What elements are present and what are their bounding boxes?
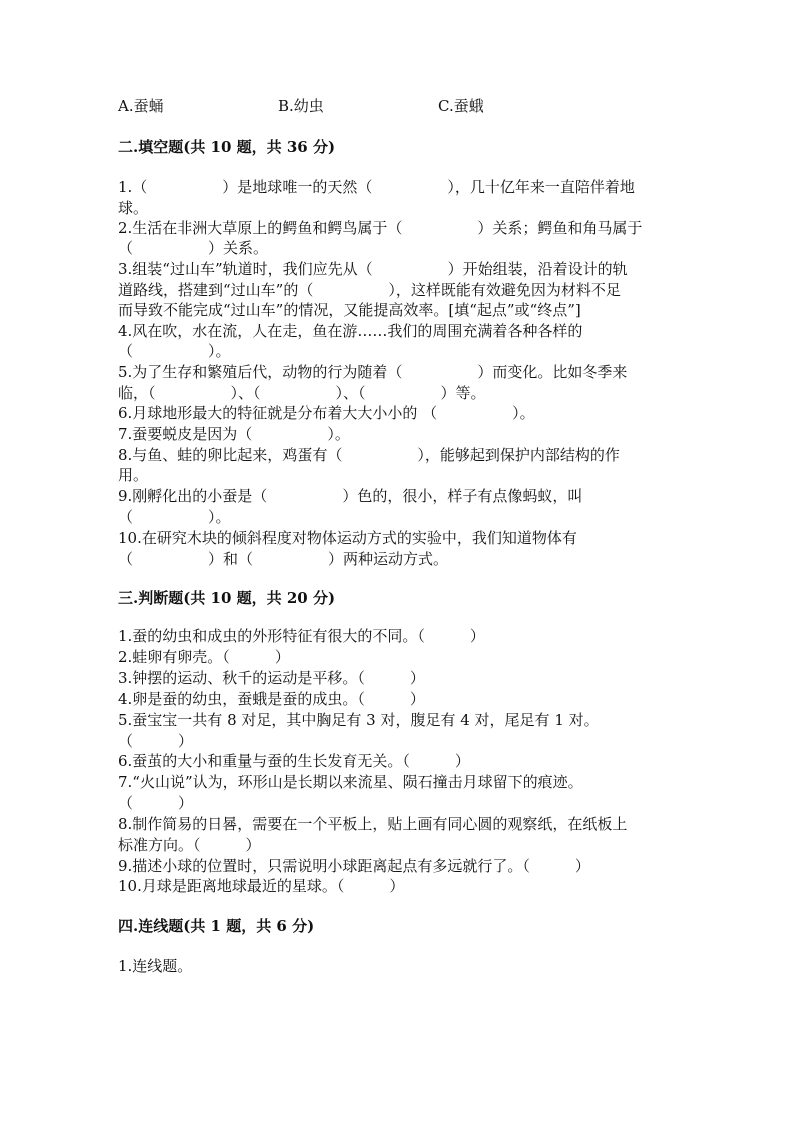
option-a: A.蚕蛹 bbox=[118, 97, 164, 115]
question-line: 4.卵是蚕的幼虫，蚕蛾是蚕的成虫。（ ） bbox=[118, 690, 425, 708]
question-line: 5.为了生存和繁殖后代，动物的行为随着（ ）而变化。比如冬季来 bbox=[118, 363, 628, 381]
question-line: 道路线，搭建到“过山车”的（ ），这样既能有效避免因为材料不足 bbox=[118, 281, 621, 299]
question-line: 9.刚孵化出的小蚕是（ ）色的，很小，样子有点像蚂蚁，叫 bbox=[118, 487, 583, 505]
question-line: 9.描述小球的位置时，只需说明小球距离起点有多远就行了。（ ） bbox=[118, 857, 590, 875]
question-line: （ ）。 bbox=[118, 508, 231, 526]
question-line: 3.钟摆的运动、秋千的运动是平移。（ ） bbox=[118, 669, 425, 687]
question-line: 球。 bbox=[118, 199, 149, 217]
question-line: 8.与鱼、蛙的卵比起来，鸡蛋有（ ），能够起到保护内部结构的作 bbox=[118, 446, 620, 464]
question-line: 7.“火山说”认为，环形山是长期以来流星、陨石撞击月球留下的痕迹。 bbox=[118, 773, 583, 791]
question-line: 5.蚕宝宝一共有 8 对足，其中胸足有 3 对，腹足有 4 对，尾足有 1 对。 bbox=[118, 711, 599, 729]
question-line: 2.生活在非洲大草原上的鳄鱼和鳄鸟属于（ ）关系；鳄鱼和角马属于 bbox=[118, 219, 643, 237]
question-line: 10.在研究木块的倾斜程度对物体运动方式的实验中，我们知道物体有 bbox=[118, 529, 577, 547]
question-line: 1.蚕的幼虫和成虫的外形特征有很大的不同。（ ） bbox=[118, 627, 485, 645]
question-line: 6.蚕茧的大小和重量与蚕的生长发育无关。（ ） bbox=[118, 752, 470, 770]
question-line: 10.月球是距离地球最近的星球。（ ） bbox=[118, 877, 405, 895]
question-line: 8.制作简易的日晷，需要在一个平板上，贴上画有同心圆的观察纸，在纸板上 bbox=[118, 815, 628, 833]
question-line: 标准方向。（ ） bbox=[118, 836, 261, 854]
question-line: 6.月球地形最大的特征就是分布着大大小小的 （ ）。 bbox=[118, 404, 535, 422]
section-heading-matching: 四.连线题(共 1 题，共 6 分) bbox=[118, 917, 315, 935]
option-b: B.幼虫 bbox=[278, 97, 324, 115]
question-line: 用。 bbox=[118, 466, 149, 484]
question-line: 3.组装“过山车”轨道时，我们应先从（ ）开始组装，沿着设计的轨 bbox=[118, 260, 628, 278]
question-line: 临，（ ）、（ ）、（ ）等。 bbox=[118, 384, 486, 402]
question-line: （ ）关系。 bbox=[118, 239, 269, 257]
question-line: 1.连线题。 bbox=[118, 957, 193, 975]
question-line: （ ） bbox=[118, 794, 194, 812]
section-heading-true-false: 三.判断题(共 10 题，共 20 分) bbox=[118, 589, 336, 607]
question-line: 7.蚕要蜕皮是因为（ ）。 bbox=[118, 425, 350, 443]
question-line: 1.（ ）是地球唯一的天然（ ），几十亿年来一直陪伴着地 bbox=[118, 178, 635, 196]
question-line: 2.蛙卵有卵壳。（ ） bbox=[118, 648, 290, 666]
option-c: C.蚕蛾 bbox=[438, 97, 484, 115]
question-line: （ ）和（ ）两种运动方式。 bbox=[118, 550, 449, 568]
question-line: （ ）。 bbox=[118, 342, 231, 360]
question-line: （ ） bbox=[118, 732, 194, 750]
question-line: 4.风在吹，水在流，人在走，鱼在游……我们的周围充满着各种各样的 bbox=[118, 322, 583, 340]
section-heading-fill-in: 二.填空题(共 10 题，共 36 分) bbox=[118, 138, 336, 156]
question-line: 而导致不能完成“过山车”的情况，又能提高效率。[填“起点”或“终点”] bbox=[118, 301, 581, 319]
